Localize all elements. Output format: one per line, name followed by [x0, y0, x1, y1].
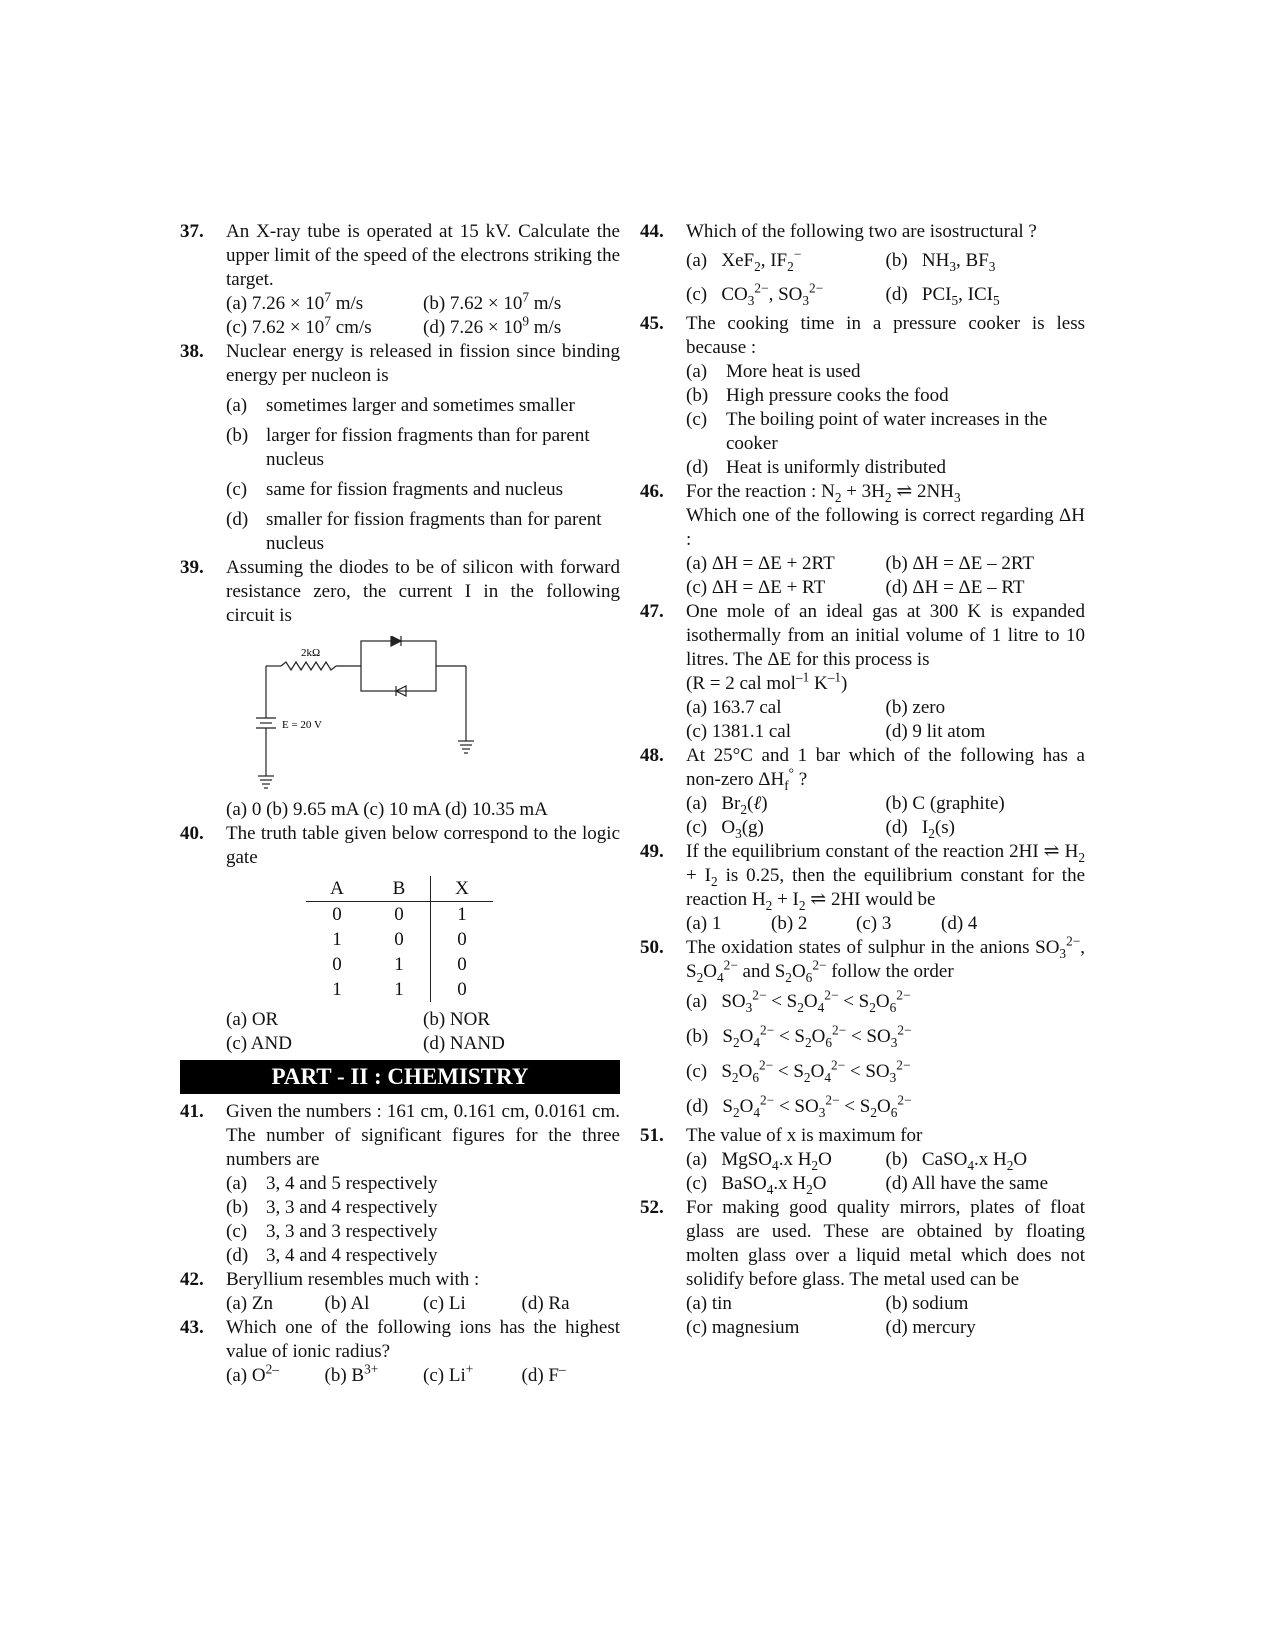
- option-d: (d) $7.26 \times 10^9$ m/s: [423, 313, 562, 338]
- question-stem: For making good quality mirrors, plates of float glass are used. These are obtained by floating molten glass over a liquid metal which does not solidify before glass. The metal used can be: [686, 1197, 1085, 1290]
- question-stem: Which of the following two are isostructural ?: [686, 221, 1037, 242]
- table-row: 1 0 0: [306, 927, 493, 952]
- options: [686, 792, 1085, 840]
- option-c: (c) The boiling point of water increases in the cooker: [686, 409, 1048, 454]
- options: [686, 912, 1026, 936]
- option-a: (a) XeF$_2$, $IF_2^-$: [686, 246, 802, 274]
- question-38: [180, 340, 620, 556]
- option-b: (b) sodium: [885, 1293, 969, 1314]
- equilibrium-arrow-icon: ⇌: [896, 481, 913, 502]
- question-stem: The truth table given below correspond to the logic gate: [226, 823, 620, 868]
- options: [686, 1292, 1085, 1340]
- option-b: (b) NOR: [423, 1009, 491, 1030]
- question-44: [640, 220, 1085, 312]
- question-40: [180, 822, 620, 1056]
- options: [686, 552, 1085, 600]
- resistor-label: 2kΩ: [301, 647, 321, 659]
- option-d: (d) 4: [941, 913, 978, 934]
- option-a: (a) MgSO$_4$.x $H_2O$: [686, 1149, 832, 1173]
- question-50: [640, 933, 1085, 1124]
- right-column: [640, 220, 1085, 1340]
- option-d: (d) 3, 4 and 4 respectively: [226, 1245, 438, 1266]
- question-37: [180, 220, 620, 340]
- question-46: [640, 480, 1085, 600]
- option-a: (a) $Br_2(\ell)$: [686, 793, 768, 817]
- option-d: (d) $I_2(s)$: [885, 817, 955, 841]
- question-stem: An X-ray tube is operated at 15 kV. Calculate the upper limit of the speed of the electrons striking the target.: [226, 221, 620, 290]
- option-a: (a) 163.7 cal: [686, 697, 782, 718]
- question-number: 40.: [180, 823, 204, 844]
- question-number: 52.: [640, 1197, 664, 1218]
- source-label: E = 20 V: [282, 719, 322, 731]
- question-52: [640, 1196, 1085, 1340]
- question-number: 46.: [640, 481, 664, 502]
- option-c: (c) 3: [856, 913, 892, 934]
- option-d: (d) Heat is uniformly distributed: [686, 457, 947, 478]
- question-39: [180, 556, 620, 822]
- question-number: 47.: [640, 601, 664, 622]
- table-header: A: [306, 876, 368, 902]
- options: [686, 244, 1085, 312]
- options: [226, 1008, 620, 1056]
- question-41: [180, 1100, 620, 1268]
- question-number: 41.: [180, 1101, 204, 1122]
- question-stem: Assuming the diodes to be of silicon with forward resistance zero, the current I in the following circuit is: [226, 557, 620, 626]
- question-stem: One mole of an ideal gas at 300 K is expanded isothermally from an initial volume of 1 litre to 10 litres. The ΔE for this process is: [686, 601, 1085, 670]
- option-b: (b) CaSO$_4$.x $H_2O$: [885, 1149, 1028, 1173]
- option-a: (a) tin: [686, 1293, 732, 1314]
- option-c: (c) AND: [226, 1033, 292, 1054]
- question-stem: The value of x is maximum for: [686, 1125, 923, 1146]
- option-a: (a) ΔH = ΔE + 2RT: [686, 553, 835, 574]
- option-a: (a) 1: [686, 913, 722, 934]
- option-d: (d) $S_2O_4^{2-} < SO_3^{2-} < S_2O_6^{2-}$: [686, 1092, 912, 1120]
- option-d: (d) smaller for fission fragments than for parent nucleus: [226, 509, 602, 554]
- option-c: (c) 1381.1 cal: [686, 721, 791, 742]
- question-stem: For the reaction : $N_2 + 3H_2$ ⇌ $2NH_3$: [686, 481, 961, 505]
- option-c: (c) 3, 3 and 3 respectively: [226, 1221, 438, 1242]
- question-number: 50.: [640, 937, 664, 958]
- option-b: (b) zero: [885, 697, 946, 718]
- table-row: 0 0 1: [306, 902, 493, 928]
- option-c: (c) $O_3(g)$: [686, 817, 764, 841]
- question-42: [180, 1268, 620, 1316]
- gas-constant-line: (R = 2 cal mol$^{-1}$ $K^{-1}$): [686, 669, 848, 694]
- option-d: (d) $PCI_5$, $ICI_5$: [885, 284, 1000, 308]
- question-number: 39.: [180, 557, 204, 578]
- options: [226, 1361, 620, 1388]
- option-d: (d) 9 lit atom: [885, 721, 986, 742]
- equilibrium-arrow-icon: ⇌: [810, 889, 827, 910]
- options: [226, 1292, 620, 1316]
- options-line: (a) 0 (b) 9.65 mA (c) 10 mA (d) 10.35 mA: [226, 799, 548, 820]
- option-b: (b) ΔH = ΔE – 2RT: [885, 553, 1035, 574]
- question-47: [640, 600, 1085, 744]
- option-a: (a) More heat is used: [686, 361, 861, 382]
- option-d: (d) Ra: [521, 1293, 570, 1314]
- option-d: (d) All have the same: [885, 1173, 1049, 1194]
- option-c: (c) magnesium: [686, 1317, 800, 1338]
- table-row: 1 1 0: [306, 977, 493, 1002]
- option-a: (a) $SO_3^{2-} < S_2O_4^{2-} < S_2O_6^{2-}$: [686, 987, 911, 1015]
- option-b: (b) $S_2O_4^{2-} < S_2O_6^{2-} < SO_3^{2-}$: [686, 1022, 912, 1050]
- question-stem: Nuclear energy is released in fission since binding energy per nucleon is: [226, 341, 620, 386]
- option-b: (b) High pressure cooks the food: [686, 385, 949, 406]
- question-number: 44.: [640, 221, 664, 242]
- question-number: 42.: [180, 1269, 204, 1290]
- option-a: (a) $7.26 \times 10^7$ m/s: [226, 289, 364, 314]
- option-b: (b) 3, 3 and 4 respectively: [226, 1197, 438, 1218]
- option-a: (a) sometimes larger and sometimes smaller: [226, 395, 575, 416]
- question-number: 49.: [640, 841, 664, 862]
- question-49: [640, 840, 1085, 936]
- question-number: 38.: [180, 341, 204, 362]
- option-b: (b) $NH_3$, $BF_3$: [885, 250, 996, 274]
- option-a: (a) 3, 4 and 5 respectively: [226, 1173, 438, 1194]
- question-48: [640, 744, 1085, 840]
- option-c: (c) $CO_3^{2-}$, $SO_3^{2-}$: [686, 280, 824, 308]
- question-number: 37.: [180, 221, 204, 242]
- option-b: (b) larger for fission fragments than for parent nucleus: [226, 425, 590, 470]
- section-banner: PART - II : CHEMISTRY: [180, 1060, 620, 1094]
- option-b: (b) $7.62 \times 10^7$ m/s: [423, 289, 562, 314]
- option-a: (a) Zn: [226, 1293, 273, 1314]
- question-45: [640, 312, 1085, 480]
- equilibrium-arrow-icon: ⇌: [1043, 841, 1060, 862]
- table-header: B: [368, 876, 431, 902]
- truth-table: [306, 876, 493, 1002]
- question-stem-2: Which one of the following is correct regarding ΔH :: [686, 505, 1085, 550]
- option-b: (b) $B^{3+}$: [324, 1361, 379, 1386]
- option-a: (a) OR: [226, 1009, 279, 1030]
- option-b: (b) C (graphite): [885, 793, 1005, 814]
- question-number: 51.: [640, 1125, 664, 1146]
- left-column: [180, 220, 620, 1388]
- diode-circuit-diagram: [236, 636, 496, 796]
- option-d: (d) ΔH = ΔE – RT: [885, 577, 1025, 598]
- question-number: 45.: [640, 313, 664, 334]
- table-row: 0 1 0: [306, 952, 493, 977]
- question-43: [180, 1316, 620, 1388]
- option-c: (c) Li: [423, 1293, 466, 1314]
- option-d: (d) F–: [521, 1361, 566, 1386]
- question-stem: The cooking time in a pressure cooker is less because :: [686, 313, 1085, 358]
- option-c: (c) Li+: [423, 1361, 474, 1386]
- table-header: X: [431, 876, 494, 902]
- question-51: [640, 1124, 1085, 1196]
- option-a: (a) $O^{2-}$: [226, 1361, 279, 1386]
- options: [226, 289, 620, 340]
- question-number: 48.: [640, 745, 664, 766]
- question-stem: The oxidation states of sulphur in the anions $SO_3^{2-}$, $S_2O_4^{2-}$ and $S_2O_6^{2-}$ follow the order: [686, 933, 1085, 985]
- option-d: (d) mercury: [885, 1317, 976, 1338]
- option-c: (c) BaSO$_4$.x $H_2O$: [686, 1173, 827, 1197]
- question-stem: Given the numbers : 161 cm, 0.161 cm, 0.0161 cm. The number of significant figures for the three numbers are: [226, 1101, 620, 1170]
- question-stem: At 25°C and 1 bar which of the following has a non-zero $\Delta H_f^\circ$ ?: [686, 745, 1085, 793]
- option-b: (b) 2: [771, 913, 808, 934]
- question-stem: Beryllium resembles much with :: [226, 1269, 480, 1290]
- option-c: (c) $S_2O_6^{2-} < S_2O_4^{2-} < SO_3^{2-}$: [686, 1057, 911, 1085]
- question-stem: Which one of the following ions has the highest value of ionic radius?: [226, 1317, 620, 1362]
- option-b: (b) Al: [324, 1293, 370, 1314]
- question-stem: If the equilibrium constant of the reaction 2HI ⇌ $H_2 + I_2$ is 0.25, then the equilibrium constant for the reaction $H_2 + I_2$ ⇌ 2HI would be: [686, 841, 1086, 913]
- option-d: (d) NAND: [423, 1033, 505, 1054]
- options: [686, 696, 1085, 744]
- options: [686, 1148, 1085, 1196]
- options: [686, 984, 1085, 1124]
- option-c: (c) $7.62 \times 10^7$ cm/s: [226, 313, 372, 338]
- question-number: 43.: [180, 1317, 204, 1338]
- option-c: (c) ΔH = ΔE + RT: [686, 577, 826, 598]
- option-c: (c) same for fission fragments and nucleus: [226, 479, 564, 500]
